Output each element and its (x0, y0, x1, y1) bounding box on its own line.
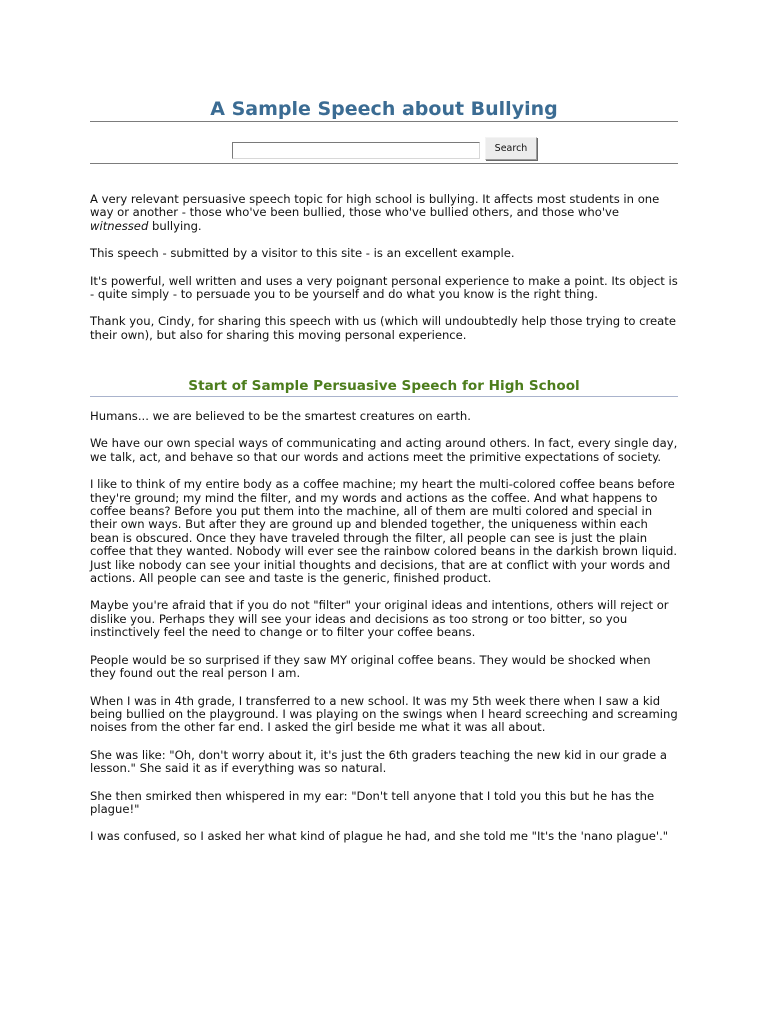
speech-paragraph: When I was in 4th grade, I transferred to a new school. It was my 5th week there when I saw a kid being bullied on the playground. I was playing on the swings when I heard screeching and screaming noises from the other far end. I asked the girl beside me what it was all about. (90, 693, 678, 735)
speech-paragraph: Humans... we are believed to be the smartest creatures on earth. (90, 409, 471, 423)
speech-paragraph: I was confused, so I asked her what kind of plague he had, and she told me "It's the 'nano plague'." (90, 829, 669, 844)
intro-paragraph-3: It's powerful, well written and uses a very poignant personal experience to make a point. Its object is - quite simply - to persuade you to be yourself and do what you know is the right thing. (90, 273, 678, 302)
intro-section (90, 193, 678, 356)
section-heading: Start of Sample Persuasive Speech for High School (188, 378, 580, 394)
intro-p1-text-end: bullying. (148, 218, 202, 233)
search-button[interactable]: Search (485, 137, 537, 160)
title-divider (90, 121, 678, 122)
intro-paragraph-4: Thank you, Cindy, for sharing this speech with us (which will undoubtedly help those trying to create their own), but also for sharing this moving personal experience. (90, 314, 676, 342)
search-input[interactable] (232, 142, 480, 159)
speech-paragraph: We have our own special ways of communicating and acting around others. In fact, every single day, we talk, act, and behave so that our words and actions meet the primitive expectations of society. (90, 436, 678, 464)
intro-p1-text: A very relevant persuasive speech topic for high school is bullying. It affects most students in one way or another - those who've been bullied, those who've bullied others, and those who've (90, 192, 660, 220)
speech-paragraph: She then smirked then whispered in my ear: "Don't tell anyone that I told you this but he has the plague!" (90, 788, 655, 816)
speech-body (90, 410, 678, 858)
search-divider (90, 163, 678, 164)
page-title: A Sample Speech about Bullying (210, 98, 558, 120)
intro-p1-emphasis: witnessed (90, 218, 149, 233)
speech-paragraph: She was like: "Oh, don't worry about it, it's just the 6th graders teaching the new kid in our grade a lesson." She said it as if everything was so natural. (90, 747, 667, 776)
speech-paragraph: I like to think of my entire body as a coffee machine; my heart the multi-colored coffee beans before they're ground; my mind the filter, and my words and actions as the coffee. And what happens to coffee beans? Before you put them into the machine, all of them are multi colored and special in their own ways. But after they are ground up and blended together, the uniqueness within each bean is obscured. Once they have traveled through the filter, all people can see is just the plain coffee that they wanted. Nobody will ever see the rainbow colored beans in the darkish brown liquid. Just like nobody can see your initial thoughts and decisions, that are at conflict with your words and actions. All people can see and taste is the generic, finished product. (90, 477, 678, 586)
intro-paragraph-1 (90, 193, 678, 233)
speech-paragraph: Maybe you're afraid that if you do not "filter" your original ideas and intentions, others will reject or dislike you. Perhaps they will see your ideas and decisions as too strong or too bitter, so you instinctively feel the need to change or to filter your coffee beans. (90, 598, 669, 640)
intro-paragraph-2: This speech - submitted by a visitor to this site - is an excellent example. (90, 246, 515, 261)
speech-paragraph: People would be so surprised if they saw MY original coffee beans. They would be shocked when they found out the real person I am. (90, 652, 651, 681)
section-divider (90, 396, 678, 397)
